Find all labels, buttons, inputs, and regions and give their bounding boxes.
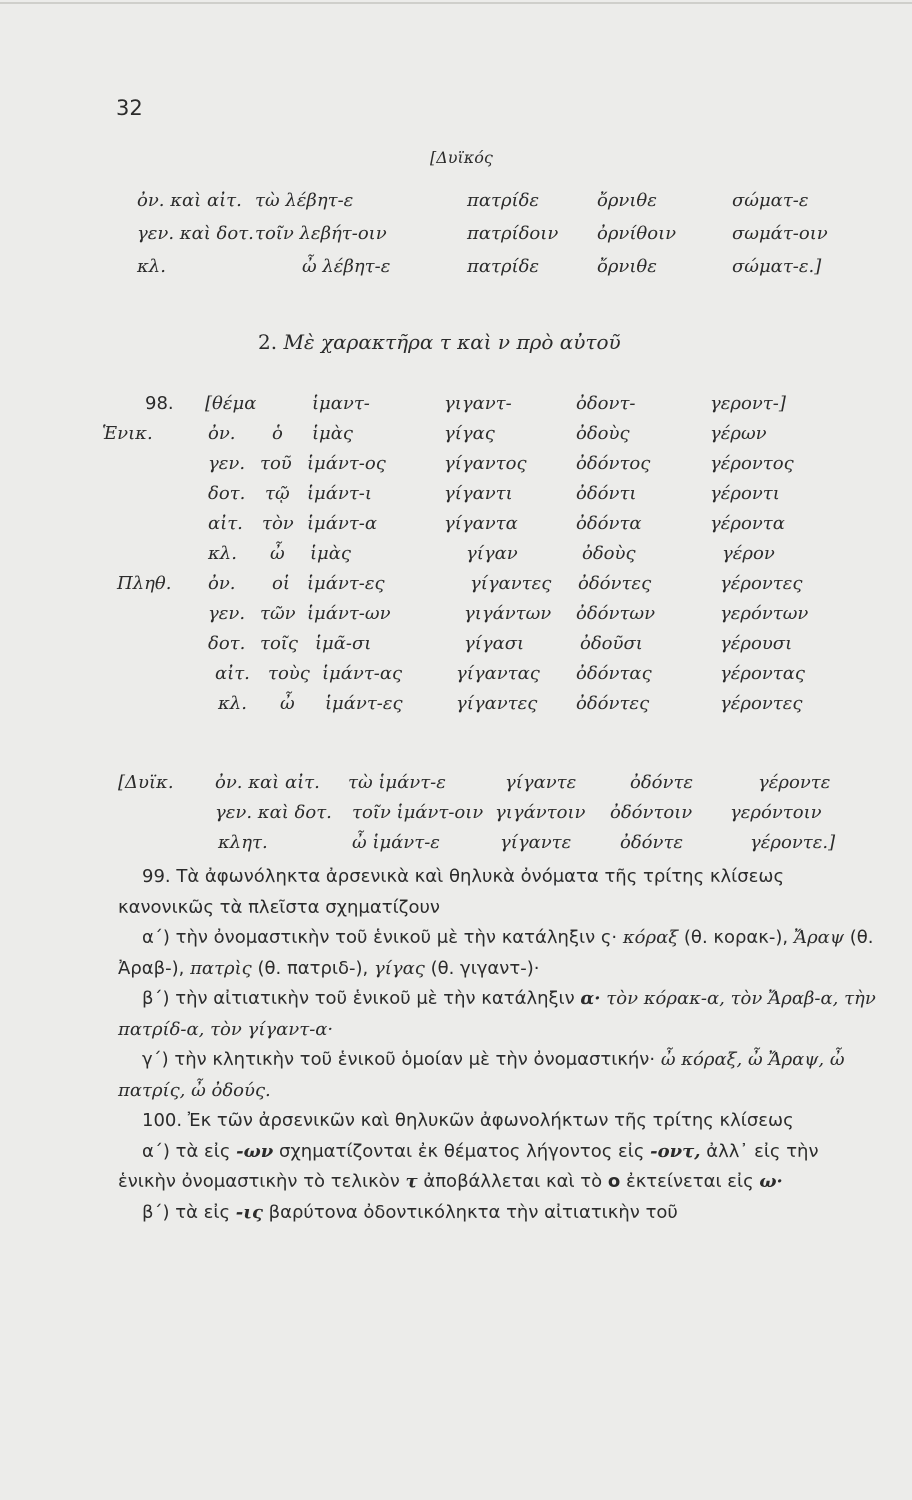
case-label: δοτ. <box>208 483 246 504</box>
table-cell: ὀδόντοιν <box>610 802 693 823</box>
paragraph-99: 99. Τὰ ἀφωνόληκτα ἀρσενικὰ καὶ θηλυκὰ ὀνόματα τῆς τρίτης κλίσεως κανονικῶς τὰ πλεῖστα σχηματίζουν <box>118 866 785 918</box>
case-label: ὀν. καὶ αἰτ. <box>215 772 320 793</box>
stem-note: (θ. πατριδ-), <box>257 957 369 979</box>
table-cell: ὀδόντε <box>630 772 694 793</box>
form-cell: σώματ-ε <box>732 190 809 211</box>
ending: α· <box>580 988 601 1009</box>
table-cell: ὀδόντος <box>576 453 651 474</box>
article: τῶν <box>260 603 296 624</box>
table-row <box>100 772 880 802</box>
table-cell: ὀδόντα <box>576 513 642 534</box>
table-cell: γίγαντε <box>505 772 577 793</box>
table-cell: γίγαντα <box>444 513 518 534</box>
greek-example: Ἄραψ <box>793 927 844 948</box>
table-cell: ὀδόντες <box>576 693 650 714</box>
case-label: ὀν. <box>208 423 236 444</box>
case-label: γεν. <box>208 453 246 474</box>
table-cell: ἱμάντ-α <box>307 513 378 534</box>
table-row <box>100 453 880 483</box>
form-cell: πατρίδοιν <box>467 223 559 244</box>
table-cell: ἱμάντ-ας <box>322 663 403 684</box>
paragraph-text: ἐκτείνεται εἰς <box>625 1171 754 1192</box>
table-cell: ἱμάντ-ι <box>307 483 372 504</box>
paragraph-99-a <box>118 923 878 984</box>
table-cell: γιγάντων <box>464 603 552 624</box>
form-cell: ὦ λέβητ-ε <box>302 256 391 277</box>
article: ὁ <box>272 423 283 444</box>
paragraph-100-a <box>118 1137 878 1198</box>
article: τοῦ <box>260 453 292 474</box>
table-cell: τοῖν ἱμάντ-οιν <box>352 802 484 823</box>
table-cell: γίγασι <box>464 633 525 654</box>
table-row <box>100 573 880 603</box>
table-cell: ἱμαντ- <box>312 393 370 414</box>
dual-paradigm-block <box>137 190 877 289</box>
paragraph-text: ἀλλ᾽ εἰς τὴν ἑνικὴν ὀνομαστικὴν τὸ τελικὸν <box>118 1140 819 1192</box>
greek-example: πατρὶς <box>190 957 252 979</box>
table-cell: γίγας <box>444 423 495 444</box>
paragraph-99-b <box>118 984 878 1045</box>
table-row <box>100 393 880 423</box>
table-cell: ὀδόντων <box>576 603 656 624</box>
case-label: κλ. <box>208 543 237 564</box>
form-cell: ὄρνιθε <box>597 256 657 277</box>
case-label: γεν. καὶ δοτ. <box>215 802 332 823</box>
stem-note: (θ. Ἀραβ-), <box>118 927 874 979</box>
table-row <box>100 633 880 663</box>
table-cell: ὀδόντε <box>620 832 684 853</box>
table-cell: γίγαν <box>466 543 518 564</box>
table-cell: γέροντος <box>710 453 794 474</box>
article: οἱ <box>272 573 290 594</box>
section-number: 2. <box>258 330 278 354</box>
table-row <box>100 513 880 543</box>
article: ὦ <box>270 543 285 564</box>
table-cell: ἱμάντ-ες <box>325 693 403 714</box>
article: τοὺς <box>268 663 310 684</box>
section-heading <box>258 330 621 354</box>
table-cell: ὀδοὺς <box>576 423 630 444</box>
table-cell: γερόντοιν <box>730 802 822 823</box>
stem-note: (θ. γιγαντ-)· <box>430 957 540 979</box>
table-cell: ἱμᾶ-σι <box>315 633 372 654</box>
table-cell: γιγάντοιν <box>495 802 586 823</box>
greek-example: κόραξ <box>622 927 679 948</box>
table-cell: γίγαντες <box>470 573 552 594</box>
form-cell: ὄρνιθε <box>597 190 657 211</box>
table-row <box>100 543 880 573</box>
table-cell: γίγαντες <box>456 693 538 714</box>
article: τοῖς <box>260 633 298 654</box>
table-cell: γίγαντος <box>444 453 527 474</box>
form-cell: σώματ-ε.] <box>732 256 822 277</box>
case-label: κλ. <box>218 693 247 714</box>
table-cell: ὀδόντας <box>576 663 652 684</box>
paragraph-text: σχηματίζονται ἐκ θέματος λήγοντος εἰς <box>279 1140 645 1162</box>
table-cell: γερόντων <box>720 603 809 624</box>
article: ὦ <box>280 693 295 714</box>
table-cell: ὦ ἱμάντ-ε <box>352 832 440 853</box>
ending: ω· <box>759 1171 783 1192</box>
table-row <box>100 603 880 633</box>
form-cell: πατρίδε <box>467 256 540 277</box>
ending: ο <box>607 1171 621 1192</box>
table-cell: ἱμάντ-ος <box>307 453 386 474</box>
greek-example: ὦ κόραξ, ὦ Ἄραψ, ὦ πατρίς, ὦ ὀδούς. <box>118 1049 845 1101</box>
table-cell: ὀδοὺς <box>582 543 636 564</box>
article: τὸν <box>262 513 294 534</box>
table-cell: ἱμάντ-ων <box>307 603 391 624</box>
row-label: 98. <box>145 393 174 414</box>
paragraph-100: 100. Ἐκ τῶν ἀρσενικῶν καὶ θηλυκῶν ἀφωνολήκτων τῆς τρίτης κλίσεως <box>142 1110 794 1131</box>
paragraph-text: β΄) τὰ εἰς <box>142 1201 231 1223</box>
form-cell: ὀρνίθοιν <box>597 223 677 244</box>
declension-table <box>100 393 880 723</box>
row-label: Ἑνικ. <box>102 423 153 444</box>
table-cell: γίγαντε <box>500 832 572 853</box>
case-label: γεν. <box>208 603 246 624</box>
table-cell: τὼ ἱμάντ-ε <box>348 772 446 793</box>
paragraph-text: ἀποβάλλεται καὶ τὸ <box>423 1171 603 1192</box>
table-cell: γιγαντ- <box>444 393 512 414</box>
row-label: [Δυϊκ. <box>118 772 174 793</box>
table-row <box>100 693 880 723</box>
table-cell: ὀδοῦσι <box>580 633 643 654</box>
table-cell: ἱμὰς <box>312 423 353 444</box>
case-label: κλ. <box>137 256 166 277</box>
table-cell: ὀδοντ- <box>576 393 636 414</box>
row-label: Πληθ. <box>117 573 172 594</box>
table-cell: γίγαντι <box>444 483 513 504</box>
table-cell: γέροντε.] <box>750 832 836 853</box>
dual-paradigm-block <box>100 772 880 862</box>
table-cell: γέρουσι <box>720 633 793 654</box>
case-label: αἰτ. <box>215 663 250 684</box>
running-header: [Δυϊκός <box>430 148 493 167</box>
paragraph-99-c <box>118 1045 878 1106</box>
article: τῷ <box>265 483 290 504</box>
ending: -οντ, <box>650 1140 701 1162</box>
body-text <box>118 862 878 1228</box>
dual-row <box>137 190 877 223</box>
table-row <box>100 423 880 453</box>
table-cell: γεροντ-] <box>710 393 786 414</box>
paragraph-text: γ΄) τὴν κλητικὴν τοῦ ἑνικοῦ ὁμοίαν μὲ τὴν ὀνομαστικήν· <box>142 1049 656 1070</box>
table-row <box>100 802 880 832</box>
ending: -ων <box>236 1140 274 1162</box>
paragraph-text: β΄) τὴν αἰτιατικὴν τοῦ ἑνικοῦ μὲ τὴν κατάληξιν <box>142 988 575 1009</box>
case-label: δοτ. <box>208 633 246 654</box>
table-cell: γέροντα <box>710 513 785 534</box>
greek-example: γίγας <box>374 957 425 979</box>
table-cell: γέροντε <box>758 772 831 793</box>
page-top-edge <box>0 2 912 4</box>
case-label: κλητ. <box>218 832 268 853</box>
table-cell: γέροντες <box>720 693 803 714</box>
table-cell: γέροντας <box>720 663 805 684</box>
table-cell: γίγαντας <box>456 663 540 684</box>
paragraph-100-b <box>118 1198 878 1229</box>
table-cell: γέρον <box>722 543 775 564</box>
paragraph-text: α΄) τὴν ὀνομαστικὴν τοῦ ἑνικοῦ μὲ τὴν κατάληξιν ς· <box>142 927 618 948</box>
table-row <box>100 832 880 862</box>
paragraph-text: βαρύτονα ὀδοντικόληκτα τὴν αἰτιατικὴν τοῦ <box>268 1201 678 1223</box>
ending: τ <box>405 1171 418 1192</box>
case-label: ὀν. <box>208 573 236 594</box>
form-cell: τοῖν λεβήτ-οιν <box>255 223 387 244</box>
greek-example: τὸν κόρακ-α, τὸν Ἄραβ-α, τὴν πατρίδ-α, τὸν γίγαντ-α· <box>118 988 876 1040</box>
case-label: γεν. καὶ δοτ. <box>137 223 254 244</box>
dual-row <box>137 256 877 289</box>
stem-note: (θ. κορακ-), <box>683 927 789 948</box>
table-cell: ἱμὰς <box>310 543 351 564</box>
case-label: αἰτ. <box>208 513 243 534</box>
case-label: [θέμα <box>205 393 257 414</box>
form-cell: τὼ λέβητ-ε <box>255 190 354 211</box>
table-cell: ὀδόντες <box>578 573 652 594</box>
table-row <box>100 663 880 693</box>
form-cell: σωμάτ-οιν <box>732 223 828 244</box>
table-cell: ἱμάντ-ες <box>307 573 385 594</box>
section-title: Μὲ χαρακτῆρα τ καὶ ν πρὸ αὐτοῦ <box>283 330 621 354</box>
table-cell: γέροντες <box>720 573 803 594</box>
paragraph-text: α΄) τὰ εἰς <box>142 1140 231 1162</box>
table-cell: ὀδόντι <box>576 483 637 504</box>
form-cell: πατρίδε <box>467 190 540 211</box>
case-label: ὀν. καὶ αἰτ. <box>137 190 242 211</box>
table-cell: γέρων <box>710 423 767 444</box>
page-number: 32 <box>116 96 143 120</box>
table-cell: γέροντι <box>710 483 780 504</box>
ending: -ις <box>235 1201 263 1223</box>
table-row <box>100 483 880 513</box>
dual-row <box>137 223 877 256</box>
